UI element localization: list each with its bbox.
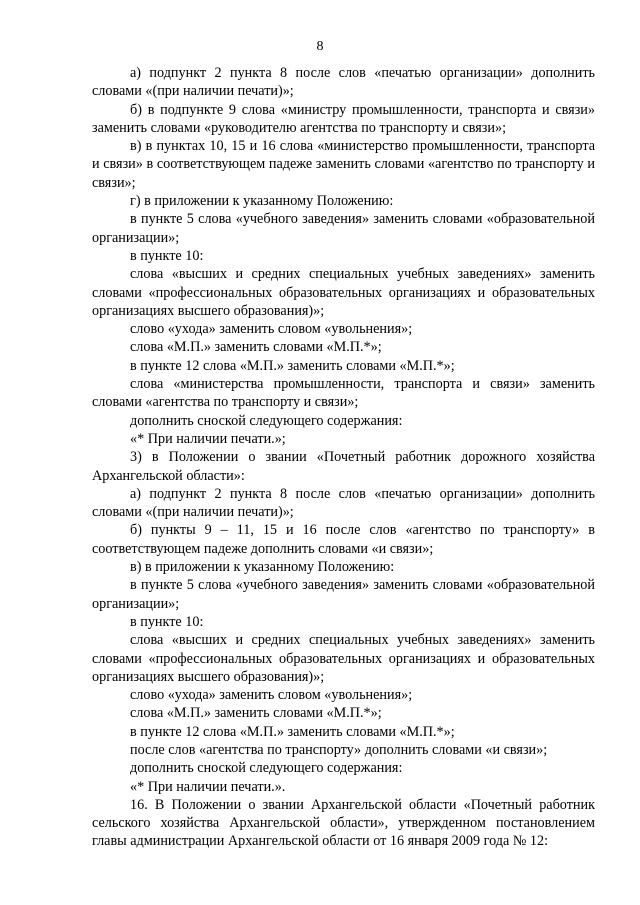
paragraph: а) подпункт 2 пункта 8 после слов «печатью организации» дополнить словами «(при наличии печати)»; [92, 485, 595, 521]
paragraph: 3) в Положении о звании «Почетный работник дорожного хозяйства Архангельской области»: [92, 449, 595, 484]
paragraph: слова «министерства промышленности, транспорта и связи» заменить словами «агентства по транспорту и связи»; [92, 376, 595, 411]
paragraph: слова «высших и средних специальных учебных заведениях» заменить словами «профессиональных образовательных организациях и образовательных организациях высшего образования)»; [92, 632, 595, 685]
paragraph: в пункте 10: [130, 613, 204, 630]
paragraph: после слов «агентства по транспорту» дополнить словами «и связи»; [130, 741, 548, 758]
paragraph: б) пункты 9 – 11, 15 и 16 после слов «агентство по транспорту» в соответствующем падеже дополнить словами «и связи»; [92, 522, 595, 557]
paragraph: в пункте 5 слова «учебного заведения» заменить словами «образовательной организации»; [92, 211, 595, 246]
paragraph: в пункте 10: [130, 247, 204, 264]
paragraph: слова «М.П.» заменить словами «М.П.*»; [130, 339, 382, 356]
paragraph: а) подпункт 2 пункта 8 после слов «печатью организации» дополнить словами «(при наличии печати)»; [92, 65, 595, 100]
paragraph: «* При наличии печати.». [130, 778, 286, 795]
paragraph: «* При наличии печати.»; [130, 430, 286, 447]
paragraph: слова «высших и средних специальных учебных заведениях» заменить словами «профессиональных образовательных организациях и образовательных организациях высшего образования)»; [92, 266, 595, 319]
document-body [92, 64, 595, 851]
paragraph: слова «М.П.» заменить словами «М.П.*»; [130, 705, 382, 722]
paragraph: дополнить сноской следующего содержания: [130, 412, 403, 429]
paragraph: в) в приложении к указанному Положению: [130, 559, 395, 576]
paragraph: дополнить сноской следующего содержания: [130, 760, 403, 777]
page-number: 8 [316, 39, 324, 54]
paragraph: г) в приложении к указанному Положению: [130, 193, 394, 210]
paragraph: слово «ухода» заменить словом «увольнения»; [130, 687, 413, 704]
paragraph: в пункте 5 слова «учебного заведения» заменить словами «образовательной организации»; [92, 577, 595, 612]
paragraph: в пункте 12 слова «М.П.» заменить словами «М.П.*»; [130, 723, 455, 740]
paragraph: в) в пунктах 10, 15 и 16 слова «министерство промышленности, транспорта и связи» в соответствующем падеже заменить словами «агентство по транспорту и связи»; [92, 138, 595, 191]
paragraph: слово «ухода» заменить словом «увольнения»; [130, 321, 413, 338]
paragraph: б) в подпункте 9 слова «министру промышленности, транспорта и связи» заменить словами «руководителю агентства по транспорту и связи»; [92, 101, 595, 136]
paragraph: 16. В Положении о звании Архангельской области «Почетный работник сельского хозяйства Архангельской области», утвержденном постановлением главы администрации Архангельской области от 16 января 2009 года № 12: [92, 796, 595, 850]
paragraph: в пункте 12 слова «М.П.» заменить словами «М.П.*»; [130, 357, 455, 374]
